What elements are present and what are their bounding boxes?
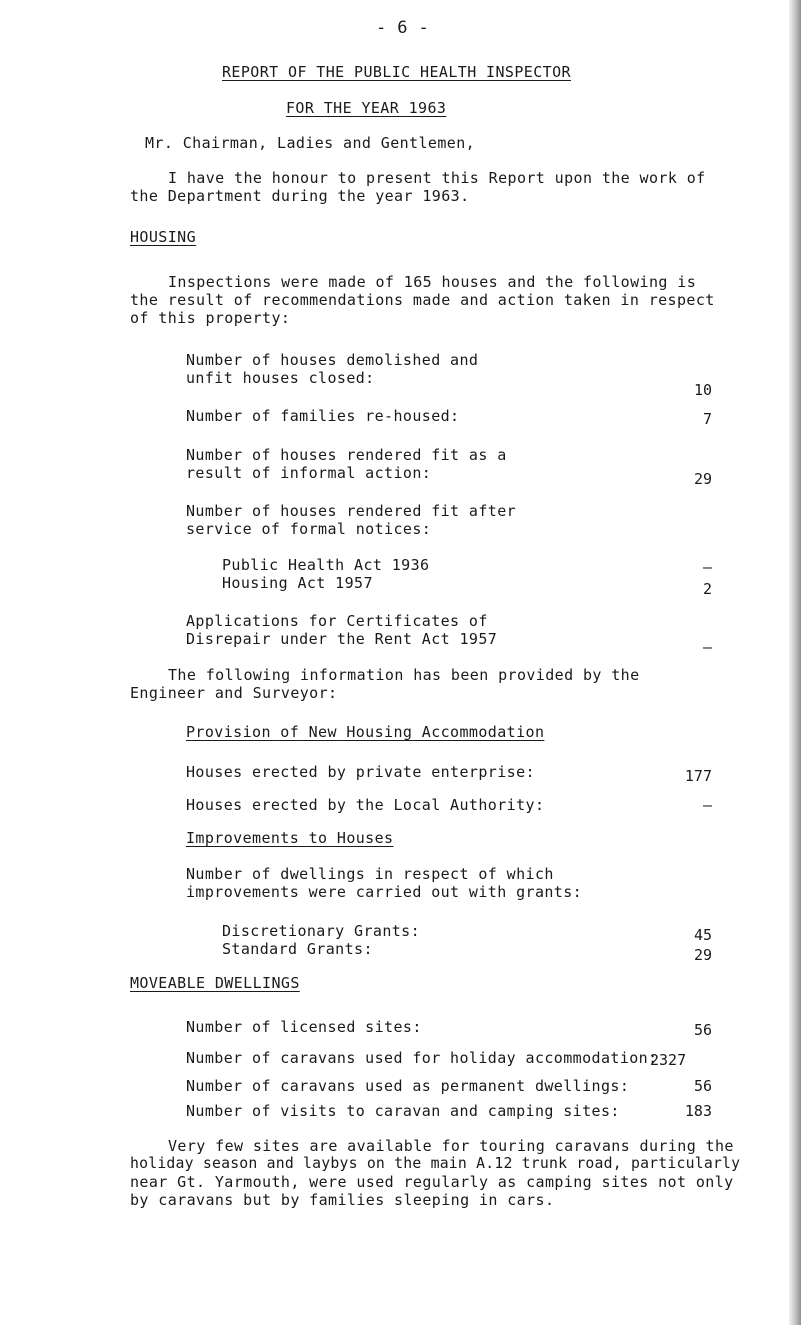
moveable-licensed-label: Number of licensed sites: — [186, 1018, 422, 1036]
moveable-para-line-2: holiday season and laybys on the main A.12 trunk road, particularly — [130, 1155, 741, 1172]
housing-para-line-3: of this property: — [130, 309, 291, 327]
improvements-para-line-2: improvements were carried out with grants: — [186, 883, 583, 901]
section-title-housing: HOUSING — [130, 228, 197, 246]
item-informal-label-2: result of informal action: — [186, 464, 432, 482]
improvements-standard-label: Standard Grants: — [222, 940, 373, 958]
moveable-holiday-label: Number of caravans used for holiday accommodation: — [186, 1049, 658, 1067]
provision-private-label: Houses erected by private enterprise: — [186, 763, 535, 781]
moveable-holiday-value: 2327 — [650, 1051, 687, 1069]
item-informal-label-1: Number of houses rendered fit as a — [186, 446, 507, 464]
intro-line-1: I have the honour to present this Report upon the work of — [168, 169, 706, 187]
provision-private-value: 177 — [684, 767, 712, 785]
item-formal-label-1: Number of houses rendered fit after — [186, 502, 517, 520]
moveable-para-line-1: Very few sites are available for touring caravans during the — [168, 1137, 734, 1155]
moveable-visits-value: 183 — [684, 1102, 712, 1120]
item-rehoused-value: 7 — [702, 410, 712, 428]
engineer-para-line-1: The following information has been provided by the — [168, 666, 640, 684]
improvements-para-line-1: Number of dwellings in respect of which — [186, 865, 554, 883]
item-public-health-act-label: Public Health Act 1936 — [222, 556, 430, 574]
improvements-discretionary-value: 45 — [693, 926, 712, 944]
moveable-licensed-value: 56 — [693, 1021, 712, 1039]
item-formal-label-2: service of formal notices: — [186, 520, 432, 538]
provision-local-authority-value: – — [702, 796, 712, 814]
engineer-para-line-2: Engineer and Surveyor: — [130, 684, 338, 702]
moveable-para-line-4: by caravans but by families sleeping in cars. — [130, 1191, 555, 1209]
item-disrepair-label-1: Applications for Certificates of — [186, 612, 488, 630]
page-number: - 6 - — [376, 18, 430, 38]
moveable-permanent-value: 56 — [693, 1077, 712, 1095]
item-housing-act-label: Housing Act 1957 — [222, 574, 373, 592]
item-disrepair-label-2: Disrepair under the Rent Act 1957 — [186, 630, 498, 648]
moveable-permanent-label: Number of caravans used as permanent dwellings: — [186, 1077, 630, 1095]
section-title-improvements: Improvements to Houses — [186, 829, 394, 847]
salutation: Mr. Chairman, Ladies and Gentlemen, — [145, 134, 476, 152]
item-public-health-act-value: – — [702, 558, 712, 576]
moveable-para-line-3: near Gt. Yarmouth, were used regularly as camping sites not only — [130, 1173, 734, 1191]
moveable-visits-label: Number of visits to caravan and camping sites: — [186, 1102, 620, 1120]
intro-line-2: the Department during the year 1963. — [130, 187, 470, 205]
provision-local-authority-label: Houses erected by the Local Authority: — [186, 796, 545, 814]
item-demolished-value: 10 — [693, 381, 712, 399]
report-heading: REPORT OF THE PUBLIC HEALTH INSPECTOR — [222, 63, 571, 81]
housing-para-line-1: Inspections were made of 165 houses and the following is — [168, 273, 697, 291]
item-disrepair-value: – — [702, 638, 712, 656]
item-informal-value: 29 — [693, 470, 712, 488]
section-title-provision: Provision of New Housing Accommodation — [186, 723, 545, 741]
item-demolished-label-2: unfit houses closed: — [186, 369, 375, 387]
report-subheading: FOR THE YEAR 1963 — [286, 99, 447, 117]
improvements-discretionary-label: Discretionary Grants: — [222, 922, 421, 940]
page-edge-shadow — [789, 0, 801, 1325]
item-housing-act-value: 2 — [702, 580, 712, 598]
section-title-moveable: MOVEABLE DWELLINGS — [130, 974, 300, 992]
housing-para-line-2: the result of recommendations made and action taken in respect — [130, 291, 715, 309]
item-rehoused-label: Number of families re-housed: — [186, 407, 460, 425]
item-demolished-label-1: Number of houses demolished and — [186, 351, 479, 369]
improvements-standard-value: 29 — [693, 946, 712, 964]
